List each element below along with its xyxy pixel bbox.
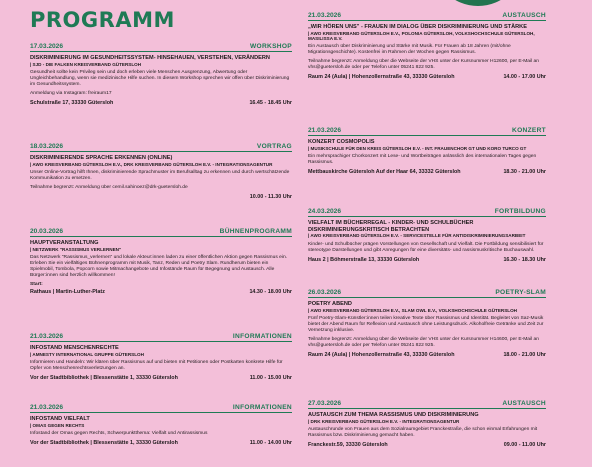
event-title: DISKRIMINIERENDE SPRACHE ERKENNEN (ONLINE): [30, 155, 173, 161]
event-time: 14.30 - 18.00 Uhr: [249, 289, 292, 295]
event-organizer: | MUSIKSCHULE FÜR DEN KREIS GÜTERSLOH E.V. - INT. FRAUENCHOR GT UND KORO TURCO GT: [308, 145, 527, 151]
event-card: [30, 333, 292, 381]
event-category: AUSTAUSCH: [502, 400, 546, 407]
event-date: 21.03.2026: [308, 12, 342, 19]
page-title: PROGRAMM: [30, 8, 175, 32]
event-organizer: | AMNESTY INTERNATIONAL GRUPPE GÜTERSLOH: [30, 351, 144, 357]
event-time: 11.00 - 15.00 Uhr: [249, 375, 292, 381]
event-title: INFOSTAND VIELFALT: [30, 416, 90, 422]
event-location: Vor der Stadtbibliothek | Blessenstätte 1, 33330 Gütersloh: [30, 375, 178, 381]
event-organizer: | NETZWERK "RASSISMUS VERLERNEN": [30, 246, 122, 252]
event-description: Informieren und Handeln: Wir klären über Rassismus auf und bieten mit Petitionen oder Postkarten konkrete Hilfe für Opfer von Menschenrechtsverletzungen an.: [30, 360, 283, 371]
event-card: [308, 12, 546, 80]
event-description: Unser Online-Vortrag hilft Ihnen, diskriminierende Sprachmuster im Berufsalltag zu erkennen und durch wertschätzende Kommunikation zu ersetzen.: [30, 170, 290, 181]
event-date: 18.03.2026: [30, 143, 64, 150]
event-time: 16.45 - 18.45 Uhr: [249, 100, 292, 106]
event-organizer: | AWO KREISVERBAND GÜTERSLOH E.V., DRK KREISVERBAND GÜTERSLOH E.V. - INTEGRATIONSAGENTUR: [30, 161, 273, 167]
event-title: AUSTAUSCH ZUM THEMA RASSISMUS UND DISKRIMINIERUNG: [308, 412, 479, 418]
event-registration: Teilnahme begrenzt: Anmeldung über die Webseite der VHS unter der Kursnummer H14600, per E-Mail an vhs@guetersloh.de oder per Telefon unter 05241 822 925.: [308, 337, 539, 348]
event-category: POETRY-SLAM: [495, 289, 546, 296]
event-time: 18.30 - 21.00 Uhr: [503, 169, 546, 175]
event-time: 16.30 - 18.30 Uhr: [503, 256, 546, 263]
event-registration: Teilnahme begrenzt: Anmeldung über die Webseite der VHS unter der Kursnummer H12600, per E-Mail an vhs@guetersloh.de oder per Telefon unter 05241 822 925.: [308, 59, 539, 71]
event-organizer: | AWO KREISVERBAND GÜTERSLOH E.V. - SERVICESTELLE FÜR ANTIDISKRIMINIERUNGSARBEIT: [308, 233, 526, 239]
event-date: 21.03.2026: [30, 404, 64, 411]
event-card: [308, 400, 546, 448]
event-title: „WIR HÖREN UNS" - FRAUEN IM DIALOG ÜBER DISKRIMINIERUNG UND STÄRKE: [308, 24, 527, 30]
event-location: Mettbauskirche Gütersloh Auf der Haar 64, 33332 Gütersloh: [308, 169, 461, 175]
event-description: Ein Austausch über Diskriminierung und Stärke mit Musik. Für Frauen ab 18 Jahren (mit/ohne Migrationsgeschichte). Kostenfrei im Rahmen der Wochen gegen Rassismus.: [308, 44, 511, 56]
event-date: 21.03.2026: [308, 127, 342, 134]
event-time: 14.00 - 17.00 Uhr: [503, 74, 546, 81]
event-title: INFOSTAND MENSCHENRECHTE: [30, 345, 119, 351]
event-category: BÜHNENPROGRAMM: [219, 228, 292, 235]
event-description: Das Netzwerk "Rassismus_verlernen" und lokale Akteur:innen laden zu einer öffentlichen Aktion gegen Rassismus ein. Erleben Sie ein vielfältiges Bühnenprogramm mit Musik, Tanz, Reden und Poetry Slam. Rundherum bieten ein Spielmobil, Tombola, Popcorn sowie Mitmachangebote und Infostände Raum für Begegnung und Austausch. Alle Bürger:innen sind herzlich willkommen!: [30, 255, 288, 278]
event-location: Haus 2 | Böhmerstraße 13, 33330 Gütersloh: [308, 256, 420, 263]
event-title: VIELFALT IM BÜCHERREGAL - KINDER- UND SCHULBÜCHER DISKRIMINIERUNGSKRITISCH BETRACHTEN: [308, 220, 474, 233]
event-date: 27.03.2026: [308, 400, 342, 407]
event-description: Austauschrunde von Frauen aus dem Sozialraumgebiet Franckestraße, die schon einmal Erfahrungen mit Rassismus bzw. Diskriminierung gemacht haben.: [308, 427, 538, 438]
event-time: 11.00 - 14.00 Uhr: [249, 440, 292, 446]
event-card: [308, 289, 546, 358]
event-organizer: | AWO KREISVERBAND GÜTERSLOH E.V., POLONIA GÜTERSLOH, VOLKSHOCHSCHULE GÜTERSLOH, MASILISSA E.V.: [308, 30, 535, 41]
event-title: POETRY ABEND: [308, 301, 352, 307]
event-card: [30, 228, 292, 295]
event-category: KONZERT: [512, 127, 546, 134]
event-time: 18.00 - 21.00 Uhr: [503, 352, 546, 358]
event-category: WORKSHOP: [250, 43, 292, 50]
event-location: Raum 24 (Aula) | Hohenzollernstraße 43, 33330 Gütersloh: [308, 352, 455, 358]
header-decoration: [432, 0, 524, 6]
event-category: FORTBILDUNG: [494, 208, 546, 215]
event-registration: Anmeldung via Instagram: freiraum17: [30, 91, 112, 96]
event-start-label: Start:: [30, 282, 43, 287]
event-category: AUSTAUSCH: [502, 12, 546, 19]
event-location: Schulstraße 17, 33330 Gütersloh: [30, 100, 114, 106]
event-organizer: | DRK KREISVERBAND GÜTERSLOH E.V. - INTEGRATIONSAGENTUR: [308, 418, 460, 424]
event-registration: Teilnahme begrenzt: Anmeldung über cemil.sahinoez@drk-guetersloh.de: [30, 185, 188, 190]
event-description: Infostand der Omas gegen Rechts, Schwerpunktthema: Vielfalt und Antirassismus: [30, 431, 208, 436]
event-organizer: | OMAS GEGEN RECHTS: [30, 422, 85, 428]
event-description: Ein mehrsprachiger Chorkonzert mit Lese- und Wortbeiträgen anlässlich des internationalen Tages gegen Rassismus.: [308, 154, 537, 165]
event-description: Fünf Poetry-Slam-Künstler:innen teilen kreative Texte über Rassismus und Identität. Begleitet von Saz-Musik bietet der Abend Raum für Reflexion und Austausch ohne Leistungsdruck. Alkoholfreie Getränke und Zeit zur Vernetzung inklusive.: [308, 316, 544, 333]
event-card: [30, 404, 292, 446]
event-date: 24.03.2026: [308, 208, 342, 215]
event-time: 10.00 - 11.30 Uhr: [249, 194, 292, 200]
event-card: [30, 143, 292, 200]
event-date: 21.03.2026: [30, 333, 64, 340]
event-title: DISKRIMINIERUNG IM GESUNDHEITSSYSTEM- HINSEHAUEN, VERSTEHEN, VERÄNDERN: [30, 55, 270, 61]
event-category: INFORMATIONEN: [232, 333, 292, 340]
event-organizer: | AWO KREISVERBAND GÜTERSLOH E.V., SLAM OWL E.V., VOLKSHOCHSCHULE GÜTERSLOH: [308, 307, 517, 313]
event-card: [308, 208, 546, 263]
event-category: INFORMATIONEN: [232, 404, 292, 411]
event-date: 20.03.2026: [30, 228, 64, 235]
event-title: HAUPTVERANSTALTUNG: [30, 240, 99, 246]
event-time: 09.00 - 11.00 Uhr: [503, 442, 546, 448]
event-date: 17.03.2026: [30, 43, 64, 50]
event-description: Gesundheit sollte kein Privileg sein und doch erleben viele Menschen Ausgrenzung, Abwertung oder Ungleichbehandlung, wenn sie medizinische Hilfe suchen. In diesem Workshop sprechen wir offen über Diskriminierung im Gesundheitssystem.: [30, 70, 290, 87]
event-location: Franckestr.59, 33330 Gütersloh: [308, 442, 388, 448]
event-card: [30, 43, 292, 106]
event-category: VORTRAG: [256, 143, 292, 150]
event-card: [308, 127, 546, 175]
event-organizer: | SJD - DIE FALKEN KREISVERBAND GÜTERSLOH: [30, 61, 142, 67]
event-date: 26.03.2026: [308, 289, 342, 296]
event-location: Raum 24 (Aula) | Hohenzollernstraße 43, 33330 Gütersloh: [308, 74, 455, 81]
event-location: Rathaus | Martin-Luther-Platz: [30, 289, 105, 295]
event-location: Vor der Stadtbibliothek | Blessenstätte 1, 33330 Gütersloh: [30, 440, 178, 446]
event-description: Kinder- und Schulbücher prägen Vorstellungen von Gesellschaft und Vielfalt. Die Fortbildung sensibilisiert für stereotype Darstellungen und gibt Anregungen für eine diversitäts- und rassismuskritische Buchauswahl.: [308, 241, 544, 253]
event-title: KONZERT COSMOPOLIS: [308, 139, 375, 145]
